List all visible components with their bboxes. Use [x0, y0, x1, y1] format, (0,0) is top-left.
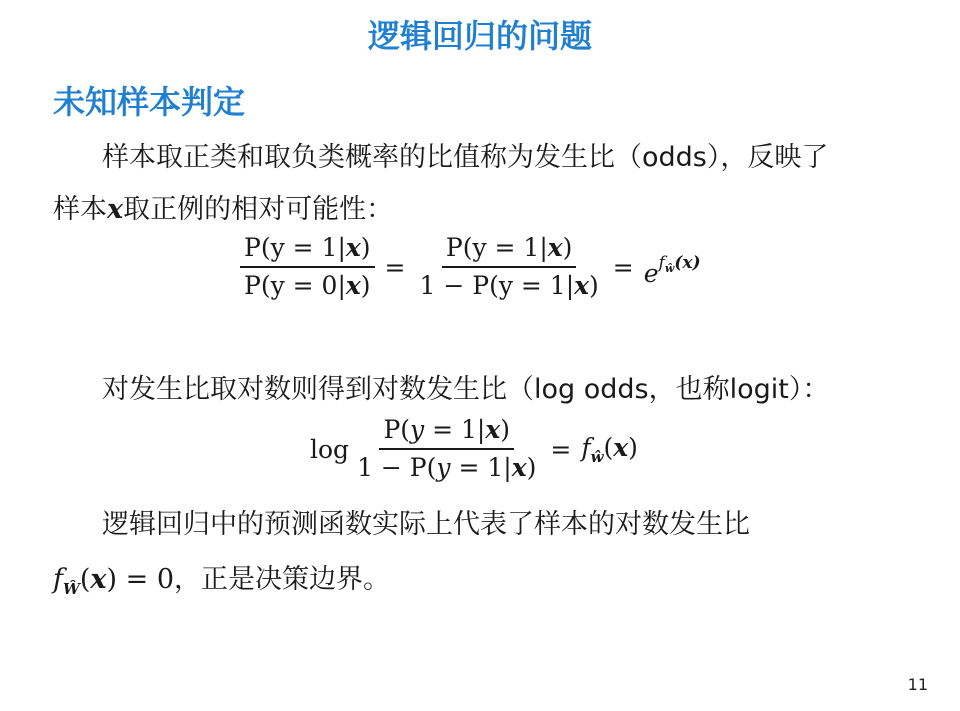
slide-title: 逻辑回归的问题 [367, 17, 592, 55]
var-x: x [485, 415, 501, 444]
log-operator: log [310, 434, 350, 464]
var-y: y [436, 453, 451, 482]
odds-fraction-1: $\frac{P(y = 1|x)}{P(y = 0|x)}$ [240, 232, 375, 302]
line2-suffix: 取正例的相对可能性： [123, 194, 394, 225]
frac2-denominator: 1 − P(y = 1| [419, 271, 575, 300]
var-x: x [547, 233, 563, 262]
function-subscript: ŵ [590, 447, 604, 466]
logit-denominator-pre: 1 − P( [357, 453, 437, 482]
odds-equation [240, 232, 701, 302]
var-x: x [345, 233, 361, 262]
logit-definition: 对发生比取对数则得到对数发生比（log odds，也称logit）： [102, 374, 830, 405]
logit-equation [310, 414, 638, 484]
line2-prefix: 样本 [53, 194, 107, 225]
decision-boundary-line2 [53, 562, 390, 607]
exp-subscript: ŵ [664, 261, 675, 275]
frac2-numerator: P(y = 1| [445, 233, 548, 262]
frac1-numerator: P(y = 1| [244, 233, 346, 262]
logit-fraction: $\frac{P(y = 1|x)}{1 - P(y = 1|x)}$ [357, 415, 537, 482]
var-y: y [410, 415, 425, 444]
equals-zero: = 0 [117, 564, 175, 595]
equals-sign: = [612, 252, 634, 282]
exp-base: e [643, 258, 659, 288]
var-x: x [345, 271, 361, 300]
function-f: f [53, 564, 63, 595]
exp-argument: (x) [674, 252, 701, 273]
var-x: x [107, 194, 124, 225]
exp-f: f [658, 252, 665, 273]
frac1-denominator: P(y = 0| [244, 271, 346, 300]
equals-sign: = [384, 252, 406, 282]
var-x: x [511, 453, 527, 482]
function-subscript: Ŵ [63, 580, 80, 598]
function-f: f [581, 432, 591, 462]
section-subtitle: 未知样本判定 [53, 83, 246, 121]
prediction-function: $f_ŵ(x)$ [581, 432, 638, 466]
line2-suffix: ，正是决策边界。 [174, 564, 391, 595]
logit-numerator-post: = 1| [424, 415, 486, 444]
odds-definition-line2 [53, 192, 393, 228]
logit-denominator-post: = 1| [450, 453, 512, 482]
logit-numerator-pre: P( [383, 415, 411, 444]
exponential [644, 253, 701, 288]
var-x: x [90, 564, 107, 595]
page-number: 11 [907, 675, 928, 694]
var-x: x [574, 271, 590, 300]
odds-definition-line1: 样本取正类和取负类概率的比值称为发生比（odds），反映了 [102, 142, 829, 173]
odds-fraction-2: $\frac{P(y = 1|x)}{1 - P(y = 1|x)}$ [419, 233, 599, 300]
decision-boundary-line1: 逻辑回归中的预测函数实际上代表了样本的对数发生比 [102, 509, 750, 540]
decision-boundary-equation: $f_Ŵ(x) = 0$ [53, 564, 175, 598]
var-x: x [613, 432, 629, 462]
equals-sign: = [550, 434, 572, 464]
